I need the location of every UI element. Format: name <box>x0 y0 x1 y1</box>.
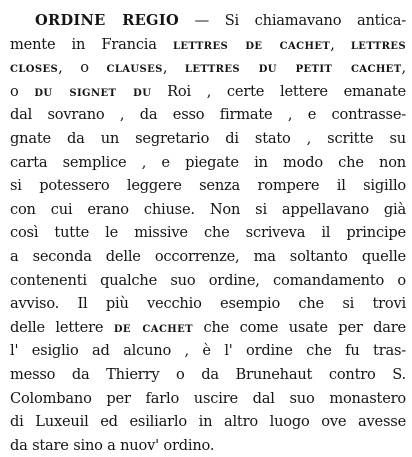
small-caps-term: lettres <box>350 35 407 53</box>
text-segment: con cui erano chiuse. Non si appellavano già <box>10 200 406 218</box>
text-segment: a seconda delle occorrenze, ma soltanto quelle <box>10 247 406 265</box>
text-segment: , o <box>58 59 107 77</box>
text-line <box>10 174 406 198</box>
text-line <box>10 292 406 316</box>
text-segment: Colombano per farlo uscire dal suo monastero <box>10 389 406 407</box>
text-segment: o <box>10 82 35 100</box>
text-segment: così tutte le missive che scriveva il principe <box>10 224 406 242</box>
text-line <box>10 80 406 104</box>
text-segment: Roi , certe lettere emanate <box>151 82 406 100</box>
text-line <box>10 198 406 222</box>
text-segment: , <box>330 35 351 53</box>
text-line <box>10 363 406 387</box>
text-segment: che come usate per dare <box>193 318 406 336</box>
text-segment: — Si chiamavano antica- <box>178 12 406 29</box>
small-caps-term: du signet du <box>34 82 152 100</box>
text-segment: messo da Thierry o da Brunehaut contro S. <box>10 365 406 383</box>
text-line <box>10 245 406 269</box>
text-segment: gnate da un segretario di stato , scritte su <box>10 129 406 147</box>
text-segment: si potessero leggere senza rompere il sigillo <box>10 177 406 195</box>
text-segment: , <box>162 59 185 77</box>
small-caps-term: closes <box>10 59 59 77</box>
text-line <box>10 103 406 127</box>
text-line <box>10 151 406 175</box>
text-line <box>10 316 406 340</box>
text-line <box>10 127 406 151</box>
text-line <box>10 56 406 80</box>
small-caps-term: de cachet <box>113 318 194 336</box>
text-segment: dal sovrano , da esso firmate , e contrasse- <box>10 106 406 124</box>
text-line <box>10 387 406 411</box>
text-segment: , <box>401 59 406 77</box>
text-segment: mente in Francia <box>10 35 173 53</box>
text-line <box>10 9 406 33</box>
small-caps-term: clauses <box>106 59 163 77</box>
text-line <box>10 33 406 57</box>
text-segment: delle lettere <box>10 318 114 336</box>
text-segment: contenenti qualche suo ordine, comandamento o <box>10 271 406 289</box>
text-line <box>10 221 406 245</box>
text-line <box>10 434 406 457</box>
text-line <box>10 410 406 434</box>
text-segment: l' esiglio ad alcuno , è l' ordine che fu tras- <box>10 342 406 360</box>
entry-headword: ORDINE REGIO <box>35 12 179 29</box>
text-line <box>10 269 406 293</box>
entry-body <box>10 33 406 457</box>
small-caps-term: lettres du petit cachet <box>184 59 402 77</box>
text-line <box>10 339 406 363</box>
text-segment: avviso. Il più vecchio esempio che si trovi <box>10 295 406 313</box>
small-caps-term: lettres de cachet <box>172 35 331 53</box>
dictionary-entry <box>10 9 406 457</box>
text-segment: di Luxeuil ed esiliarlo in altro luogo ove avesse <box>10 413 406 431</box>
text-segment: da stare sino a nuov' ordino. <box>10 436 215 454</box>
text-segment: carta semplice , e piegate in modo che non <box>10 153 406 171</box>
